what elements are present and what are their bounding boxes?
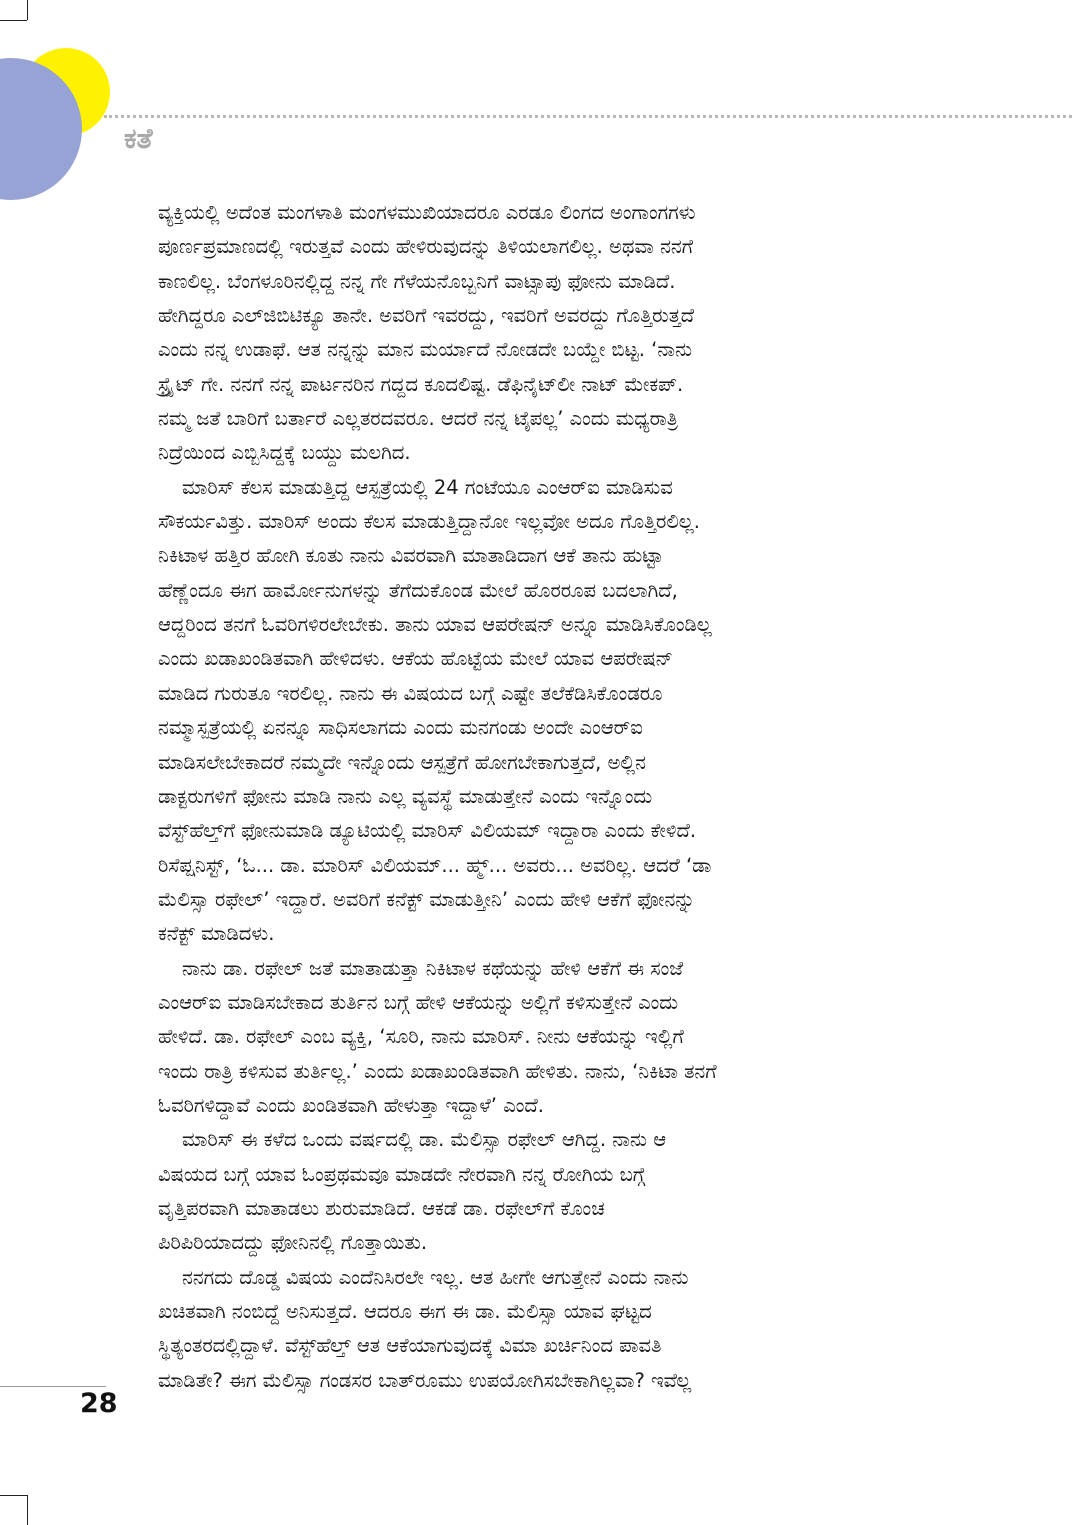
- text-line: ಮಾರಿಸ್ ಕೆಲಸ ಮಾಡುತ್ತಿದ್ದ ಆಸ್ಪತ್ರೆಯಲ್ಲಿ 24 ಗಂಟೆಯೂ ಎಂಆರ್‌ಐ ಮಾಡಿಸುವ: [182, 475, 673, 499]
- text-line: ರಿಸೆಪ್ಷನಿಸ್ಟ್, ‘ಓ... ಡಾ. ಮಾರಿಸ್ ವಿಲಿಯಮ್... ಹ್ಮ್... ಅವರು... ಅವರಿಲ್ಲ. ಆದರೆ ‘ಡಾ: [158, 853, 712, 877]
- page-number: 28: [80, 1388, 118, 1419]
- text-line: ಕನೆಕ್ಟ್ ಮಾಡಿದಳು.: [158, 922, 275, 946]
- paragraph-3: [158, 952, 918, 1124]
- text-line: ಮೆಲಿಸ್ಸಾ ರಫೇಲ್’ ಇದ್ದಾರೆ. ಅವರಿಗೆ ಕನೆಕ್ಟ್ ಮಾಡುತ್ತೀನಿ’ ಎಂದು ಹೇಳಿ ಆಕೆಗೆ ಫೋನನ್ನು: [158, 887, 695, 911]
- header-dotted-rule: [104, 115, 1072, 118]
- paragraph-5: [158, 1261, 918, 1398]
- text-line: ಎಂಆರ್‌ಐ ಮಾಡಿಸಬೇಕಾದ ತುರ್ತಿನ ಬಗ್ಗೆ ಹೇಳಿ ಆಕೆಯನ್ನು ಅಲ್ಲಿಗೆ ಕಳಿಸುತ್ತೇನೆ ಎಂದು: [158, 990, 679, 1014]
- text-line: ನಮ್ಮಾಸ್ಪತ್ರೆಯಲ್ಲಿ ಏನನ್ನೂ ಸಾಧಿಸಲಾಗದು ಎಂದು ಮನಗಂಡು ಅಂದೇ ಎಂಆರ್‌ಐ: [158, 716, 643, 740]
- section-label: ಕತೆ: [124, 122, 153, 155]
- text-line: ಎಂದು ನನ್ನ ಉಡಾಫೆ. ಆತ ನನ್ನನ್ನು ಮಾನ ಮರ್ಯಾದೆ ನೋಡದೇ ಬಯ್ದೇ ಬಿಟ್ಟ. ‘ನಾನು: [158, 338, 693, 362]
- text-line: ಮಾಡಿಸಲೇಬೇಕಾದರೆ ನಮ್ಮದೇ ಇನ್ನೊಂದು ಆಸ್ಪತ್ರೆಗೆ ಹೋಗಬೇಕಾಗುತ್ತದೆ, ಅಲ್ಲಿನ: [158, 750, 647, 774]
- text-line: ವೃತ್ತಿಪರವಾಗಿ ಮಾತಾಡಲು ಶುರುಮಾಡಿದೆ. ಆಕಡೆ ಡಾ. ರಫೇಲ್‌ಗೆ ಕೊಂಚ: [158, 1196, 605, 1220]
- text-line: ವೆಸ್ಟ್‌ಹೆಲ್ತ್‌ಗೆ ಫೋನುಮಾಡಿ ಡ್ಯೂಟಿಯಲ್ಲಿ ಮಾರಿಸ್ ವಿಲಿಯಮ್ ಇದ್ದಾರಾ ಎಂದು ಕೇಳಿದೆ.: [158, 819, 697, 843]
- text-line: ಸ್ಥಿತ್ಯಂತರದಲ್ಲಿದ್ದಾಳೆ. ವೆಸ್ಟ್‌ಹೆಲ್ತ್ ಆತ ಆಕೆಯಾಗುವುದಕ್ಕೆ ವಿಮಾ ಖರ್ಚಿನಿಂದ ಪಾವತಿ: [158, 1334, 662, 1358]
- paragraph-4: [158, 1123, 918, 1260]
- text-line: ನಿದ್ರೆಯಿಂದ ಎಬ್ಬಿಸಿದ್ದಕ್ಕೆ ಬಯ್ದು ಮಲಗಿದ.: [158, 441, 411, 465]
- text-line: ಪಿರಿಪಿರಿಯಾದದ್ದು ಫೋನಿನಲ್ಲಿ ಗೊತ್ತಾಯಿತು.: [158, 1231, 428, 1255]
- text-line: ನಾನು ಡಾ. ರಫೇಲ್ ಜತೆ ಮಾತಾಡುತ್ತಾ ನಿಕಿಟಾಳ ಕಥೆಯನ್ನು ಹೇಳಿ ಆಕೆಗೆ ಈ ಸಂಜೆ: [182, 956, 684, 980]
- text-line: ನಮ್ಮ ಜತೆ ಬಾರಿಗೆ ಬರ್ತಾರೆ ಎಲ್ಲತರದವರೂ. ಆದರೆ ನನ್ನ ಟೈಪಲ್ಲ’ ಎಂದು ಮಧ್ಯರಾತ್ರಿ: [158, 407, 678, 431]
- crop-mark-bottom-horizontal: [0, 1495, 27, 1496]
- crop-mark-bottom-vertical: [27, 1495, 28, 1525]
- text-line: ವಿಷಯದ ಬಗ್ಗೆ ಯಾವ ಓಂಪ್ರಥಮವೂ ಮಾಡದೇ ನೇರವಾಗಿ ನನ್ನ ರೋಗಿಯ ಬಗ್ಗೆ: [158, 1162, 646, 1186]
- text-line: ಸ್ಟ್ರೈಟ್ ಗೇ. ನನಗೆ ನನ್ನ ಪಾರ್ಟನರಿನ ಗದ್ದದ ಕೂದಲಿಷ್ಟ. ಡೆಫಿನೈಟ್‌ಲೀ ನಾಟ್ ಮೇಕಪ್.: [158, 372, 684, 396]
- text-line: ಎಂದು ಖಡಾಖಂಡಿತವಾಗಿ ಹೇಳಿದಳು. ಆಕೆಯ ಹೊಟ್ಟೆಯ ಮೇಲೆ ಯಾವ ಆಪರೇಷನ್: [158, 647, 673, 671]
- text-line: ಪೂರ್ಣಪ್ರಮಾಣದಲ್ಲಿ ಇರುತ್ತವೆ ಎಂದು ಹೇಳಿರುವುದನ್ನು ತಿಳಿಯಲಾಗಲಿಲ್ಲ. ಅಥವಾ ನನಗೆ: [158, 235, 694, 259]
- text-line: ಸೌಕರ್ಯವಿತ್ತು. ಮಾರಿಸ್ ಅಂದು ಕೆಲಸ ಮಾಡುತ್ತಿದ್ದಾನೋ ಇಲ್ಲವೋ ಅದೂ ಗೊತ್ತಿರಲಿಲ್ಲ.: [158, 510, 700, 534]
- text-line: ಇಂದು ರಾತ್ರಿ ಕಳಿಸುವ ತುರ್ತಿಲ್ಲ.’ ಎಂದು ಖಡಾಖಂಡಿತವಾಗಿ ಹೇಳಿತು. ನಾನು, ‘ನಿಕಿಟಾ ತನಗೆ: [158, 1059, 717, 1083]
- text-line: ಓವರಿಗಳಿದ್ದಾವೆ ಎಂದು ಖಂಡಿತವಾಗಿ ಹೇಳುತ್ತಾ ಇದ್ದಾಳೆ’ ಎಂದೆ.: [158, 1093, 544, 1117]
- text-line: ಖಚಿತವಾಗಿ ನಂಬಿದ್ದೆ ಅನಿಸುತ್ತದೆ. ಆದರೂ ಈಗ ಈ ಡಾ. ಮೆಲಿಸ್ಸಾ ಯಾವ ಘಟ್ಟದ: [158, 1300, 652, 1323]
- article-body: [158, 196, 918, 1398]
- text-line: ವ್ಯಕ್ತಿಯಲ್ಲಿ ಅದೆಂತ ಮಂಗಳಾತಿ ಮಂಗಳಮುಖಿಯಾದರೂ ಎರಡೂ ಲಿಂಗದ ಅಂಗಾಂಗಗಳು: [158, 201, 696, 224]
- text-line: ಹೆಣ್ಣೆಂದೂ ಈಗ ಹಾರ್ಮೋನುಗಳನ್ನು ತೆಗೆದುಕೊಂಡ ಮೇಲೆ ಹೊರರೂಪ ಬದಲಾಗಿದೆ,: [158, 578, 678, 602]
- text-line: ಮಾರಿಸ್ ಈ ಕಳೆದ ಒಂದು ವರ್ಷದಲ್ಲಿ ಡಾ. ಮೆಲಿಸ್ಸಾ ರಫೇಲ್ ಆಗಿದ್ದ. ನಾನು ಆ: [182, 1128, 667, 1152]
- text-line: ಹೇಗಿದ್ದರೂ ಎಲ್‌ಜಿಬಿಟಿಕ್ಯೂ ತಾನೇ. ಅವರಿಗೆ ಇವರದ್ದು, ಇವರಿಗೆ ಅವರದ್ದು ಗೊತ್ತಿರುತ್ತದೆ: [158, 304, 695, 328]
- text-line: ಡಾಕ್ಟರುಗಳಿಗೆ ಫೋನು ಮಾಡಿ ನಾನು ಎಲ್ಲ ವ್ಯವಸ್ಥೆ ಮಾಡುತ್ತೇನೆ ಎಂದು ಇನ್ನೊಂದು: [158, 784, 653, 808]
- text-line: ಮಾಡಿದ ಗುರುತೂ ಇರಲಿಲ್ಲ. ನಾನು ಈ ವಿಷಯದ ಬಗ್ಗೆ ಎಷ್ಟೇ ತಲೆಕೆಡಿಸಿಕೊಂಡರೂ: [158, 681, 663, 705]
- text-line: ನಿಕಿಟಾಳ ಹತ್ತಿರ ಹೋಗಿ ಕೂತು ನಾನು ವಿವರವಾಗಿ ಮಾತಾಡಿದಾಗ ಆಕೆ ತಾನು ಹುಟ್ಟಾ: [158, 544, 664, 568]
- text-line: ನನಗದು ದೊಡ್ಡ ವಿಷಯ ಎಂದೆನಿಸಿರಲೇ ಇಲ್ಲ. ಆತ ಹೀಗೇ ಆಗುತ್ತೇನೆ ಎಂದು ನಾನು: [182, 1265, 689, 1289]
- text-line: ಕಾಣಲಿಲ್ಲ. ಬೆಂಗಳೂರಿನಲ್ಲಿದ್ದ ನನ್ನ ಗೇ ಗೆಳೆಯನೊಬ್ಬನಿಗೆ ವಾಟ್ಸಾಪು ಫೋನು ಮಾಡಿದೆ.: [158, 269, 676, 293]
- text-line: ಮಾಡಿತೇ? ಈಗ ಮೆಲಿಸ್ಸಾ ಗಂಡಸರ ಬಾತ್‌ರೂಮು ಉಪಯೋಗಿಸಬೇಕಾಗಿಲ್ಲವಾ? ಇವೆಲ್ಲ: [158, 1368, 692, 1392]
- paragraph-1: [158, 196, 918, 471]
- text-line: ಆದ್ದರಿಂದ ತನಗೆ ಓವರಿಗಳಿರಲೇಬೇಕು. ತಾನು ಯಾವ ಆಪರೇಷನ್ ಅನ್ನೂ ಮಾಡಿಸಿಕೊಂಡಿಲ್ಲ: [158, 613, 712, 637]
- paragraph-2: [158, 471, 918, 952]
- text-line: ಹೇಳಿದೆ. ಡಾ. ರಫೇಲ್ ಎಂಬ ವ್ಯಕ್ತಿ, ‘ಸೂರಿ, ನಾನು ಮಾರಿಸ್. ನೀನು ಆಕೆಯನ್ನು ಇಲ್ಲಿಗೆ: [158, 1025, 684, 1049]
- crop-mark-top-horizontal: [0, 20, 27, 21]
- crop-mark-top-vertical: [27, 0, 28, 20]
